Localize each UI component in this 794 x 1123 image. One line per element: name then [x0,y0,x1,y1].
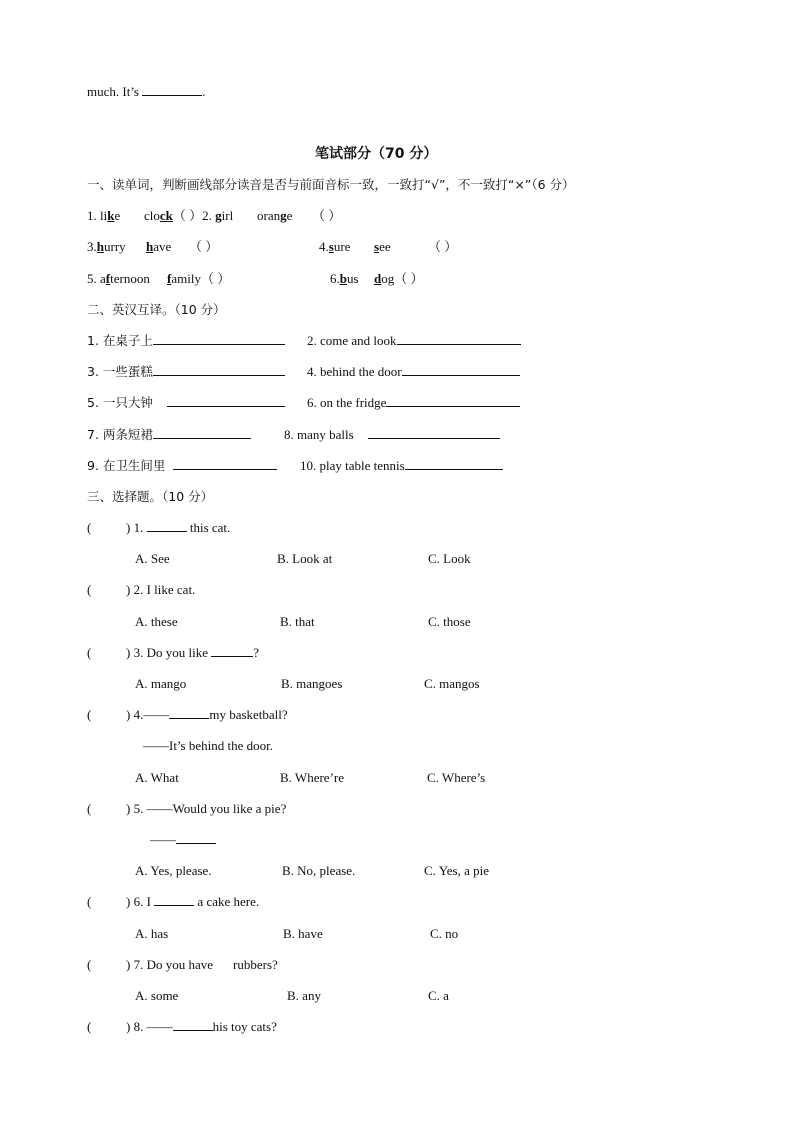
answer-paren[interactable]: （ ） [312,208,342,223]
answer-blank[interactable] [176,831,216,844]
option-c[interactable]: C. Where’s [427,770,486,785]
answer-blank[interactable] [167,394,285,407]
question-8: ) 8. —— his toy cats? [126,1019,277,1034]
answer-blank[interactable] [169,706,209,719]
answer-blank[interactable] [153,426,251,439]
option-b[interactable]: B. any [287,988,321,1003]
question-7: ) 7. Do you have rubbers? [126,957,278,972]
question-6: ) 6. I a cake here. [126,894,260,909]
answer-blank[interactable] [405,457,503,470]
answer-blank[interactable] [154,893,194,906]
section3-heading: 三、选择题。（10 分） [87,489,214,504]
translation-item: 9. 在卫生间里 [87,457,277,475]
translation-item: 5. 一只大钟 [87,394,285,412]
option-a[interactable]: A. Yes, please. [135,863,212,878]
answer-paren[interactable]: （ ） [200,271,231,286]
phonics-row-2-d: see [374,239,391,254]
phonics-row-1-c: orange [257,208,293,223]
option-a[interactable]: A. mango [135,676,187,691]
answer-blank[interactable] [173,457,277,470]
option-b[interactable]: B. Where’re [280,770,345,785]
answer-paren-open[interactable]: ( [87,707,92,722]
answer-blank[interactable] [397,332,521,345]
translation-item: 6. on the fridge [307,394,520,412]
option-b[interactable]: B. mangoes [281,676,343,691]
answer-paren[interactable]: （ ） [189,239,219,254]
answer-paren[interactable]: （ ） [428,239,458,254]
translation-item: 4. behind the door [307,363,520,381]
answer-paren[interactable]: （ ） [394,271,424,286]
question-5-answer: —— [150,831,216,849]
option-a[interactable]: A. some [135,988,179,1003]
answer-blank[interactable] [368,426,500,439]
option-a[interactable]: A. has [135,926,169,941]
phonics-row-3: 5. afternoon [87,271,150,286]
option-b[interactable]: B. that [280,614,315,629]
question-1: ) 1. this cat. [126,520,231,535]
option-a[interactable]: A. See [135,551,170,566]
option-a[interactable]: A. these [135,614,178,629]
option-c[interactable]: C. Look [428,551,471,566]
phonics-row-1: 1. like [87,208,121,223]
question-4-answer: ——It’s behind the door. [143,738,273,753]
answer-paren-open[interactable]: ( [87,582,92,597]
answer-blank[interactable] [153,332,285,345]
phonics-row-3-d: dog（ ） [374,271,424,286]
answer-blank[interactable] [386,394,520,407]
option-c[interactable]: C. mangos [424,676,480,691]
answer-paren-open[interactable]: ( [87,520,92,535]
section1-heading: 一、读单词，判断画线部分读音是否与前面音标一致，一致打“√”，不一致打“×”（6 分） [87,177,575,192]
option-b[interactable]: B. No, please. [282,863,356,878]
option-c[interactable]: C. a [428,988,449,1003]
option-c[interactable]: C. Yes, a pie [424,863,490,878]
answer-paren-open[interactable]: ( [87,894,92,909]
option-a[interactable]: A. What [135,770,179,785]
answer-paren-open[interactable]: ( [87,1019,92,1034]
continued-sentence: much. It’s . [87,84,206,99]
question-5: ) 5. ——Would you like a pie? [126,801,287,816]
translation-item: 1. 在桌子上 [87,332,285,350]
answer-blank[interactable] [173,1018,213,1031]
translation-item: 10. play table tennis [300,457,503,475]
answer-blank[interactable] [147,519,187,532]
answer-paren-open[interactable]: ( [87,645,92,660]
phonics-row-2-b: have [146,239,172,254]
option-b[interactable]: B. Look at [277,551,333,566]
phonics-row-2-c: 4.sure [319,239,351,254]
translation-item: 3. 一些蛋糕 [87,363,285,381]
section2-heading: 二、英汉互译。（10 分） [87,302,226,317]
question-4: ) 4.—— my basketball? [126,707,288,722]
answer-paren-open[interactable]: ( [87,957,92,972]
question-2: ) 2. I like cat. [126,582,196,597]
question-3: ) 3. Do you like ? [126,645,259,660]
answer-blank[interactable] [402,363,520,376]
phonics-row-1-b: clock（ ）2. girl [144,208,234,223]
option-c[interactable]: C. those [428,614,471,629]
option-c[interactable]: C. no [430,926,459,941]
translation-item: 7. 两条短裙 [87,426,251,444]
answer-blank[interactable] [142,83,202,96]
answer-paren-open[interactable]: ( [87,801,92,816]
answer-blank[interactable] [211,644,253,657]
phonics-row-3-c: 6.bus [330,271,359,286]
phonics-row-3-b: family（ ） [167,271,231,286]
answer-blank[interactable] [153,363,285,376]
answer-paren[interactable]: （ ） [172,208,203,223]
translation-item: 8. many balls [284,426,500,444]
phonics-row-2: 3.hurry [87,239,126,254]
translation-item: 2. come and look [307,332,521,350]
page-title: 笔试部分（70 分） [315,146,438,162]
option-b[interactable]: B. have [283,926,323,941]
